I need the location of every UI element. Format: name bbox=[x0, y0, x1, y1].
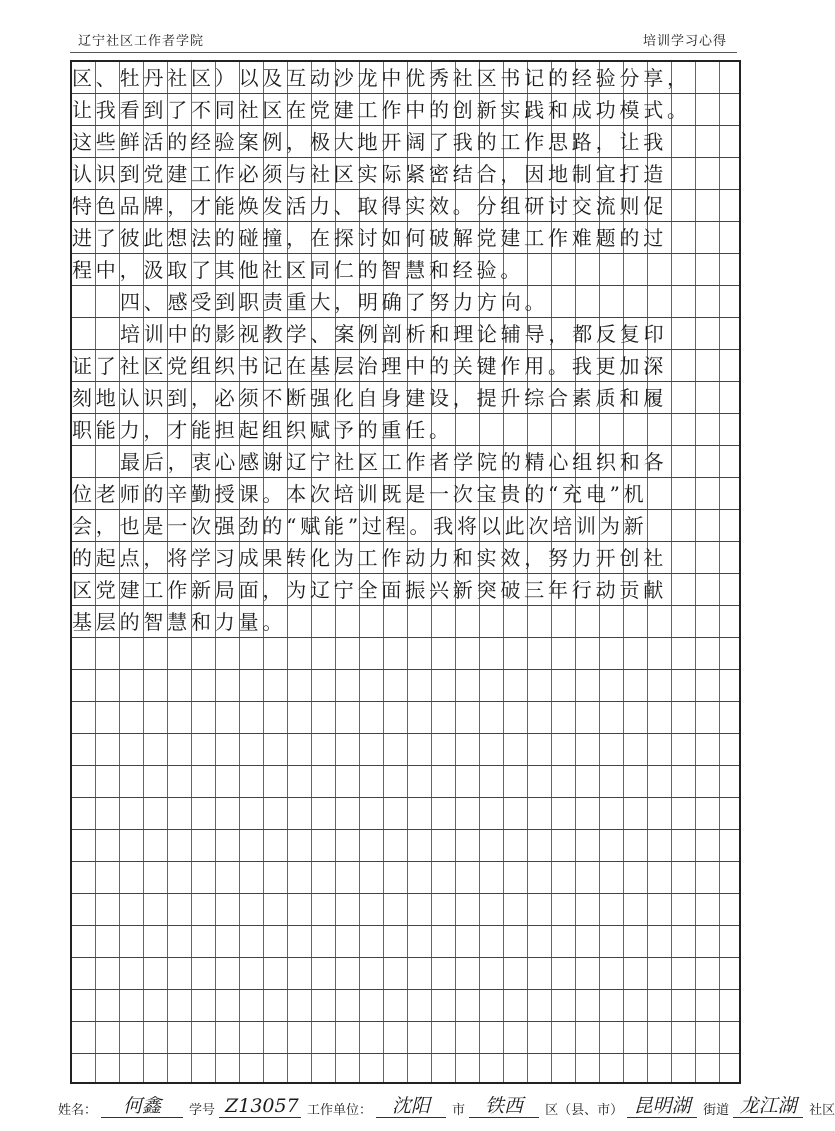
body-line: 认识到党建工作必须与社区实际紧密结合，因地制宜打造 bbox=[72, 162, 667, 186]
city-label: 市 bbox=[452, 1103, 466, 1118]
district-value: 铁西 bbox=[469, 1095, 539, 1118]
institution-name: 辽宁社区工作者学院 bbox=[78, 34, 205, 49]
district-label: 区（县、市） bbox=[545, 1103, 624, 1118]
body-line: 进了彼此想法的碰撞，在探讨如何破解党建工作难题的过 bbox=[72, 226, 667, 250]
body-line: 的起点，将学习成果转化为工作动力和实效，努力开创社 bbox=[72, 546, 667, 570]
body-line: 职能力，才能担起组织赋予的重任。 bbox=[72, 418, 453, 442]
body-line: 刻地认识到，必须不断强化自身建设，提升综合素质和履 bbox=[72, 386, 667, 410]
body-line: 程中，汲取了其他社区同仁的智慧和经验。 bbox=[72, 258, 525, 282]
body-line: 培训中的影视教学、案例剖析和理论辅导，都反复印 bbox=[120, 322, 668, 346]
body-line: 区党建工作新局面，为辽宁全面振兴新突破三年行动贡献 bbox=[72, 578, 667, 602]
student-id-label: 学号 bbox=[189, 1103, 216, 1118]
footer-info bbox=[58, 1090, 835, 1118]
document-type: 培训学习心得 bbox=[642, 34, 727, 49]
body-line: 让我看到了不同社区在党建工作中的创新实践和成功模式。 bbox=[72, 98, 691, 122]
work-unit-label: 工作单位： bbox=[307, 1103, 373, 1118]
header-divider bbox=[70, 52, 737, 53]
body-line: 四、感受到职责重大，明确了努力方向。 bbox=[120, 290, 549, 314]
body-line: 特色品牌，才能焕发活力、取得实效。分组研讨交流则促 bbox=[72, 194, 667, 218]
body-line: 会，也是一次强劲的“赋能”过程。我将以此次培训为新 bbox=[72, 514, 648, 538]
body-line: 这些鲜活的经验案例，极大地开阔了我的工作思路，让我 bbox=[72, 130, 667, 154]
street-value: 昆明湖 bbox=[627, 1095, 697, 1118]
name-label: 姓名： bbox=[58, 1103, 98, 1118]
student-id-value: Z13057 bbox=[219, 1095, 301, 1118]
body-line: 位老师的辛勤授课。本次培训既是一次宝贵的“充电”机 bbox=[72, 482, 648, 506]
street-label: 街道 bbox=[703, 1103, 730, 1118]
handwritten-body bbox=[72, 62, 739, 638]
body-line: 证了社区党组织书记在基层治理中的关键作用。我更加深 bbox=[72, 354, 667, 378]
community-value: 龙江湖 bbox=[733, 1095, 803, 1118]
community-label: 社区 bbox=[809, 1103, 835, 1118]
city-value: 沈阳 bbox=[376, 1095, 446, 1118]
body-line: 基层的智慧和力量。 bbox=[72, 610, 287, 634]
name-value: 何鑫 bbox=[101, 1095, 183, 1118]
body-line: 区、牡丹社区）以及互动沙龙中优秀社区书记的经验分享， bbox=[72, 66, 691, 90]
body-line: 最后，衷心感谢辽宁社区工作者学院的精心组织和各 bbox=[120, 450, 668, 474]
